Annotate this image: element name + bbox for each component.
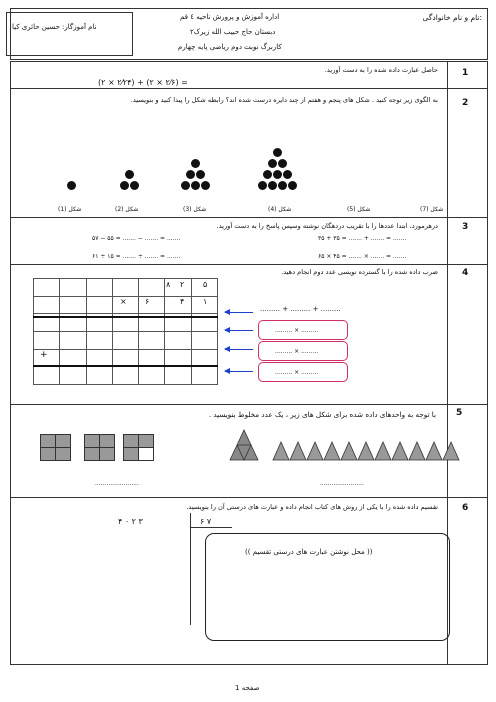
row-divider xyxy=(10,88,487,89)
digit: ۱ xyxy=(203,297,208,306)
q1-expression: (۲ × ۲⁄۲۴) + (۲ × ۲⁄۶) = xyxy=(98,78,188,87)
q3-expression: ۳۵ + ۳۵ = ....... + ....... = ....... xyxy=(318,235,407,242)
grid-cell[interactable] xyxy=(138,331,165,350)
grid-cell[interactable] xyxy=(138,296,165,315)
q4-text: ضرب داده شده را با گسترده نویسی عدد دوم انجام دهید. xyxy=(281,268,438,276)
circle xyxy=(278,181,287,190)
figure-label: شکل (1) xyxy=(58,206,82,213)
school-line: دبستان حاج حبیب الله زیرک۲ xyxy=(190,28,276,36)
office-line: اداره آموزش و پرورش ناحیه ٤ قم xyxy=(180,13,280,21)
row-divider xyxy=(10,404,487,405)
q3-expression: ۶۵ × ۴۵ = ....... × ....... = ....... xyxy=(318,253,407,260)
q3-text: درهرمورد، ابتدا عددها را با تقریب دردهگان نوشته وسپس پاسخ را به دست آورید. xyxy=(216,222,438,230)
digit: ۴ xyxy=(180,297,185,306)
grid-cell[interactable] xyxy=(112,278,139,297)
grid-cell[interactable] xyxy=(33,278,60,297)
q1-text: حاصل عبارت داده شده را به دست آورید. xyxy=(324,66,438,74)
figure-label: شکل (2) xyxy=(115,206,139,213)
triangle-shapes xyxy=(226,428,470,464)
q5-text: با توجه به واحدهای داده شده برای شکل های زیر ، یک عدد مخلوط بنویسید . xyxy=(208,410,436,419)
grid-cell[interactable] xyxy=(138,366,165,385)
circle xyxy=(288,181,297,190)
grid-cell[interactable] xyxy=(59,278,86,297)
unit-square xyxy=(55,434,71,448)
circle xyxy=(181,181,190,190)
question-number: 6 xyxy=(462,503,469,513)
multiplication-grid xyxy=(33,278,217,384)
grid-cell[interactable] xyxy=(86,331,113,350)
circle xyxy=(191,159,200,168)
grid-cell[interactable] xyxy=(112,331,139,350)
page-number: صفحه 1 xyxy=(235,684,260,692)
row-divider xyxy=(10,217,487,218)
row-divider xyxy=(10,497,487,498)
figure-label: شکل (4) xyxy=(268,206,292,213)
unit-square xyxy=(40,447,56,461)
question-number: 3 xyxy=(462,222,469,232)
q3-expression: ۶۱ ÷ ۱۵ = ....... ÷ ....... = ....... xyxy=(92,253,181,260)
unit-square xyxy=(55,447,71,461)
question-number: 2 xyxy=(462,98,469,108)
grid-cell[interactable] xyxy=(33,331,60,350)
grid-cell[interactable] xyxy=(191,331,218,350)
answer-area-title: (( محل نوشتن عبارت های درستی تقسیم )) xyxy=(245,548,373,556)
circle xyxy=(273,148,282,157)
plus-sign: + xyxy=(40,350,48,360)
arrow-left-icon xyxy=(225,371,253,372)
times-sign: × xyxy=(120,297,127,306)
unit-square xyxy=(40,434,56,448)
figure-label: شکل (5) xyxy=(347,206,371,213)
dividend: ۴ ۰ ۲ ۳ xyxy=(118,517,143,526)
grid-cell[interactable] xyxy=(59,366,86,385)
grid-cell[interactable] xyxy=(33,366,60,385)
circle xyxy=(186,170,195,179)
grid-rule xyxy=(33,365,218,367)
circle xyxy=(283,170,292,179)
circle xyxy=(273,170,282,179)
digit: ۶ xyxy=(145,297,150,306)
question-number: 4 xyxy=(462,268,469,278)
division-bar xyxy=(190,527,232,528)
grid-cell[interactable] xyxy=(164,331,191,350)
unit-square xyxy=(99,447,115,461)
unit-square xyxy=(84,434,100,448)
grid-cell[interactable] xyxy=(164,296,191,315)
figure-label: شکل (3) xyxy=(183,206,207,213)
division-bar xyxy=(190,513,191,625)
digit: ۵ xyxy=(203,280,208,289)
circle xyxy=(258,181,267,190)
answer-blank: ....................... xyxy=(320,480,364,487)
digit: ۲ xyxy=(180,280,185,289)
circle xyxy=(196,170,205,179)
circle xyxy=(268,159,277,168)
grid-rule xyxy=(33,316,218,318)
question-number: 1 xyxy=(462,68,469,78)
arrow-left-icon xyxy=(225,349,253,350)
grid-cell[interactable] xyxy=(112,366,139,385)
grid-cell[interactable] xyxy=(59,296,86,315)
grid-cell[interactable] xyxy=(86,296,113,315)
figure-label: شکل (7) xyxy=(420,206,444,213)
q6-text: تقسیم داده شده را با یکی از روش های کتاب انجام داده و عبارت های درستی آن را بنویسید. xyxy=(186,503,438,511)
teacher-box xyxy=(6,12,133,56)
worksheet-title: کاربرگ نوبت دوم ریاضی پایه چهارم xyxy=(178,43,282,51)
student-name-label: نام و نام خانوادگی: xyxy=(422,13,482,22)
row-divider xyxy=(10,264,487,265)
circle xyxy=(125,170,134,179)
unit-square xyxy=(123,434,139,448)
q2-text: به الگوی زیر توجه کنید . شکل های پنجم و هفتم از چند دایره درست شده اند؟ رابطه شکل را پیدا کنید و بنویسید. xyxy=(130,96,438,104)
circle xyxy=(268,181,277,190)
grid-cell[interactable] xyxy=(191,366,218,385)
circle xyxy=(191,181,200,190)
unit-square xyxy=(99,434,115,448)
digit: ۸ xyxy=(166,280,171,289)
q3-expression: ۵۷ − ۵۵ = ....... − ....... = ....... xyxy=(92,235,181,242)
unit-square xyxy=(123,447,139,461)
teacher-label: نام آموزگار: حسین حائری کیا xyxy=(12,23,97,31)
circle xyxy=(201,181,210,190)
unit-square xyxy=(138,434,154,448)
answer-box-text: ......... × ......... xyxy=(275,348,319,355)
grid-cell[interactable] xyxy=(164,366,191,385)
answer-blank: ....................... xyxy=(95,480,139,487)
expansion-line: ......... + ......... + ......... xyxy=(260,305,341,313)
arrow-left-icon xyxy=(225,330,253,331)
unit-square xyxy=(84,447,100,461)
circle xyxy=(130,181,139,190)
answer-box-text: ......... × ......... xyxy=(275,327,319,334)
circle xyxy=(67,181,76,190)
unit-square xyxy=(138,447,154,461)
question-number: 5 xyxy=(456,408,463,418)
grid-cell[interactable] xyxy=(86,278,113,297)
arrow-left-icon xyxy=(225,312,253,313)
grid-cell[interactable] xyxy=(86,366,113,385)
divisor: ۶ ۷ xyxy=(200,517,212,526)
circle xyxy=(278,159,287,168)
answer-box-text: ......... × ......... xyxy=(275,369,319,376)
grid-cell[interactable] xyxy=(138,278,165,297)
grid-cell[interactable] xyxy=(33,296,60,315)
circle xyxy=(120,181,129,190)
grid-cell[interactable] xyxy=(59,331,86,350)
circle xyxy=(263,170,272,179)
